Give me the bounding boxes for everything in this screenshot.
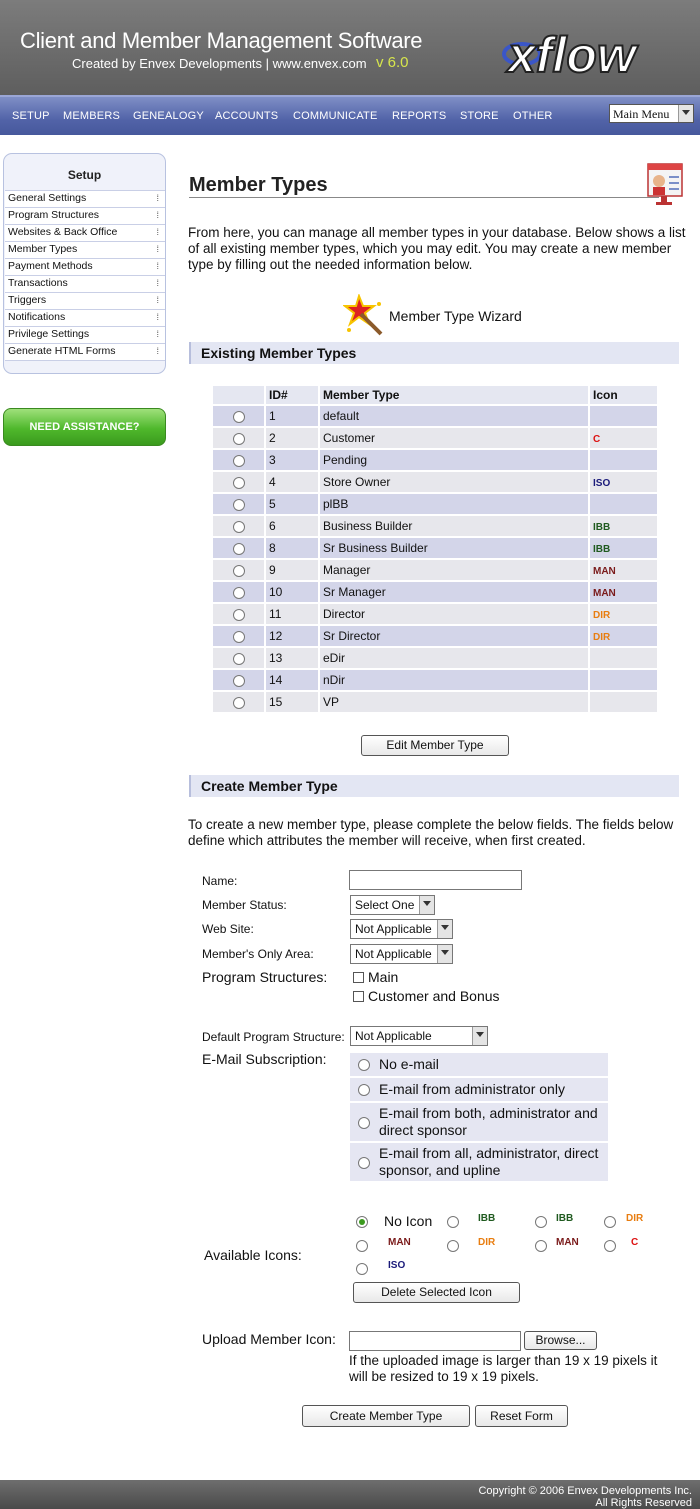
- no-icon-label: No Icon: [384, 1213, 433, 1229]
- default-structure-label: Default Program Structure:: [202, 1030, 345, 1044]
- row-select-radio[interactable]: [233, 433, 245, 445]
- row-icon-cell: [590, 450, 657, 470]
- row-select-cell: [213, 604, 266, 624]
- row-select-radio[interactable]: [233, 565, 245, 577]
- icon-option-radio[interactable]: [535, 1216, 547, 1228]
- email-option-radio[interactable]: [358, 1084, 370, 1096]
- row-icon-cell: [590, 692, 657, 712]
- table-row[interactable]: [213, 516, 657, 536]
- xflow-logo: [500, 20, 686, 84]
- copyright-text: Copyright © 2006 Envex Developments Inc.: [478, 1485, 692, 1497]
- icon-option-radio[interactable]: [604, 1216, 616, 1228]
- row-member-type: VP: [320, 692, 590, 712]
- chevron-right-icon: ⁞: [156, 227, 159, 237]
- row-select-radio[interactable]: [233, 477, 245, 489]
- program-structure-main-label: Main: [368, 969, 399, 985]
- member-badge-icon: IBB: [556, 1213, 574, 1224]
- row-icon-cell: [590, 560, 657, 580]
- row-select-radio[interactable]: [233, 631, 245, 643]
- table-row[interactable]: [213, 494, 657, 514]
- sidebar-item-label: Payment Methods: [8, 260, 93, 272]
- row-id: 13: [266, 648, 320, 668]
- row-select-cell: [213, 692, 266, 712]
- nav-communicate[interactable]: COMMUNICATE: [293, 110, 378, 122]
- col-select-header: [213, 386, 266, 404]
- row-icon-cell: [590, 582, 657, 602]
- sidebar-item-member-types[interactable]: [5, 241, 165, 258]
- table-row[interactable]: [213, 450, 657, 470]
- default-structure-value: Not Applicable: [355, 1029, 432, 1043]
- main-menu-value: Main Menu: [613, 107, 670, 121]
- row-member-type: Manager: [320, 560, 590, 580]
- chevron-down-icon: [472, 1027, 487, 1045]
- email-option-label: E-mail from both, administrator and direct sponsor: [379, 1105, 598, 1138]
- row-member-type: Pending: [320, 450, 590, 470]
- page-title: Member Types: [189, 174, 328, 196]
- row-select-radio[interactable]: [233, 587, 245, 599]
- row-icon-cell: [590, 494, 657, 514]
- email-option-admin-sponsor[interactable]: [350, 1103, 608, 1141]
- member-badge-icon: DIR: [593, 610, 611, 621]
- row-member-type: Director: [320, 604, 590, 624]
- browse-button[interactable]: Browse...: [524, 1331, 597, 1350]
- row-icon-cell: [590, 472, 657, 492]
- magic-wand-icon[interactable]: [343, 294, 387, 338]
- sidebar-item-label: Websites & Back Office: [8, 226, 118, 238]
- nav-members[interactable]: MEMBERS: [63, 110, 121, 122]
- table-row[interactable]: [213, 538, 657, 558]
- row-icon-cell: [590, 626, 657, 646]
- email-option-label: E-mail from administrator only: [379, 1081, 565, 1097]
- row-id: 3: [266, 450, 320, 470]
- row-select-radio[interactable]: [233, 521, 245, 533]
- table-row[interactable]: [213, 670, 657, 690]
- col-icon-header: Icon: [590, 386, 657, 404]
- row-member-type: Store Owner: [320, 472, 590, 492]
- program-structure-customer-checkbox[interactable]: [353, 991, 364, 1002]
- row-select-cell: [213, 450, 266, 470]
- chevron-right-icon: ⁞: [156, 295, 159, 305]
- existing-member-types-heading: Existing Member Types: [189, 342, 679, 364]
- sidebar-item-label: Member Types: [8, 243, 78, 255]
- chevron-right-icon: ⁞: [156, 193, 159, 203]
- main-menu-select[interactable]: [609, 104, 694, 123]
- website-select[interactable]: [350, 919, 453, 939]
- app-subtitle: Created by Envex Developments | www.envex.com: [72, 56, 367, 71]
- row-member-type: Sr Manager: [320, 582, 590, 602]
- chevron-down-icon: [437, 945, 452, 963]
- row-select-cell: [213, 626, 266, 646]
- table-row[interactable]: [213, 692, 657, 712]
- sidebar-item-label: Generate HTML Forms: [8, 345, 116, 357]
- table-row[interactable]: [213, 648, 657, 668]
- member-types-table: [213, 384, 657, 714]
- row-select-radio[interactable]: [233, 697, 245, 709]
- icon-option-radio[interactable]: [535, 1240, 547, 1252]
- member-badge-icon: MAN: [593, 566, 616, 577]
- row-id: 2: [266, 428, 320, 448]
- row-id: 5: [266, 494, 320, 514]
- row-select-radio[interactable]: [233, 499, 245, 511]
- member-badge-icon: MAN: [388, 1237, 411, 1248]
- table-row[interactable]: [213, 428, 657, 448]
- row-member-type: Sr Business Builder: [320, 538, 590, 558]
- intro-text: From here, you can manage all member types in your database. Below shows a list of all existing member types, which you may edit. You may create a new member type by filling out the needed information below.: [188, 225, 686, 272]
- chevron-right-icon: ⁞: [156, 278, 159, 288]
- row-member-type: Sr Director: [320, 626, 590, 646]
- member-badge-icon: DIR: [593, 632, 611, 643]
- icon-option-radio[interactable]: [447, 1240, 459, 1252]
- email-subscription-label: E-Mail Subscription:: [202, 1051, 327, 1067]
- member-badge-icon: MAN: [556, 1237, 579, 1248]
- row-id: 8: [266, 538, 320, 558]
- program-structures-label: Program Structures:: [202, 969, 328, 985]
- chevron-down-icon: [678, 105, 693, 122]
- top-nav: [0, 95, 700, 135]
- row-member-type: default: [320, 406, 590, 426]
- row-id: 1: [266, 406, 320, 426]
- icon-option-radio[interactable]: [356, 1240, 368, 1252]
- row-select-radio[interactable]: [233, 455, 245, 467]
- row-id: 6: [266, 516, 320, 536]
- need-assistance-button[interactable]: NEED ASSISTANCE?: [3, 408, 166, 446]
- sidebar-item-payment-methods[interactable]: [5, 258, 165, 275]
- row-id: 15: [266, 692, 320, 712]
- row-select-cell: [213, 648, 266, 668]
- row-member-type: Customer: [320, 428, 590, 448]
- members-area-label: Member's Only Area:: [202, 947, 314, 961]
- members-area-select[interactable]: [350, 944, 453, 964]
- sidebar-item-generate-html-forms[interactable]: [5, 343, 165, 361]
- sidebar-item-label: Notifications: [8, 311, 66, 323]
- row-id: 14: [266, 670, 320, 690]
- page-footer: [0, 1480, 700, 1509]
- nav-genealogy[interactable]: GENEALOGY: [133, 110, 204, 122]
- nav-other[interactable]: OTHER: [513, 110, 553, 122]
- upload-file-field[interactable]: [349, 1331, 521, 1351]
- website-label: Web Site:: [202, 922, 254, 936]
- row-select-cell: [213, 582, 266, 602]
- email-option-radio[interactable]: [358, 1059, 370, 1071]
- member-badge-icon: IBB: [593, 522, 611, 533]
- table-row[interactable]: [213, 560, 657, 580]
- row-id: 12: [266, 626, 320, 646]
- row-icon-cell: [590, 428, 657, 448]
- email-option-all[interactable]: [350, 1143, 608, 1181]
- row-select-cell: [213, 670, 266, 690]
- row-select-cell: [213, 428, 266, 448]
- chevron-right-icon: ⁞: [156, 312, 159, 322]
- email-option-label: No e-mail: [379, 1056, 439, 1072]
- member-badge-icon: DIR: [626, 1213, 644, 1224]
- sidebar-item-label: Privilege Settings: [8, 328, 90, 340]
- default-structure-select[interactable]: [350, 1026, 488, 1046]
- website-value: Not Applicable: [355, 922, 432, 936]
- row-select-cell: [213, 472, 266, 492]
- member-badge-icon: ISO: [388, 1260, 406, 1271]
- member-badge-icon: ISO: [593, 478, 611, 489]
- sidebar-item-privilege-settings[interactable]: [5, 326, 165, 343]
- row-id: 4: [266, 472, 320, 492]
- create-intro-text: To create a new member type, please complete the below fields. The fields below define which attributes the member will receive, when first created.: [188, 817, 674, 848]
- icon-option-radio[interactable]: [356, 1216, 368, 1228]
- app-title: Client and Member Management Software: [20, 28, 423, 53]
- sidebar-item-transactions[interactable]: [5, 275, 165, 292]
- app-version: v 6.0: [376, 54, 409, 71]
- email-option-admin[interactable]: [350, 1078, 608, 1101]
- table-row[interactable]: [213, 582, 657, 602]
- email-option-radio[interactable]: [358, 1117, 370, 1129]
- sidebar-item-websites[interactable]: [5, 224, 165, 241]
- app-header: [0, 0, 700, 95]
- icon-option-radio[interactable]: [604, 1240, 616, 1252]
- row-select-radio[interactable]: [233, 609, 245, 621]
- member-status-select[interactable]: [350, 895, 435, 915]
- row-select-radio[interactable]: [233, 543, 245, 555]
- row-icon-cell: [590, 406, 657, 426]
- email-option-none[interactable]: [350, 1053, 608, 1076]
- row-member-type: eDir: [320, 648, 590, 668]
- rights-text: All Rights Reserved: [595, 1497, 692, 1509]
- program-structure-customer-label: Customer and Bonus: [368, 988, 500, 1004]
- member-status-value: Select One: [355, 898, 415, 912]
- email-option-label: E-mail from all, administrator, direct sponsor, and upline: [379, 1145, 599, 1178]
- row-icon-cell: [590, 516, 657, 536]
- sidebar-title: Setup: [67, 168, 102, 182]
- chevron-right-icon: ⁞: [156, 244, 159, 254]
- name-label: Name:: [202, 874, 238, 888]
- row-icon-cell: [590, 538, 657, 558]
- chevron-right-icon: ⁞: [156, 261, 159, 271]
- sidebar-item-label: General Settings: [8, 192, 87, 204]
- chevron-right-icon: ⁞: [156, 346, 159, 356]
- table-row[interactable]: [213, 626, 657, 646]
- col-id-header: ID#: [266, 386, 320, 404]
- create-member-type-heading: Create Member Type: [189, 775, 679, 797]
- sidebar-item-general-settings[interactable]: [5, 190, 165, 207]
- member-type-wizard-link[interactable]: Member Type Wizard: [389, 308, 522, 324]
- row-icon-cell: [590, 648, 657, 668]
- row-member-type: nDir: [320, 670, 590, 690]
- sidebar-item-label: Transactions: [8, 277, 68, 289]
- nav-setup[interactable]: SETUP: [12, 110, 50, 122]
- sidebar-item-label: Program Structures: [8, 209, 100, 221]
- col-member-type-header: Member Type: [320, 386, 590, 404]
- chevron-right-icon: ⁞: [156, 210, 159, 220]
- upload-icon-label: Upload Member Icon:: [202, 1331, 336, 1347]
- row-select-radio[interactable]: [233, 675, 245, 687]
- nav-accounts[interactable]: ACCOUNTS: [215, 110, 279, 122]
- member-status-label: Member Status:: [202, 898, 287, 912]
- member-badge-icon: C: [631, 1237, 639, 1248]
- row-select-cell: [213, 538, 266, 558]
- sidebar-item-notifications[interactable]: [5, 309, 165, 326]
- member-badge-icon: MAN: [593, 588, 616, 599]
- icon-option-radio[interactable]: [356, 1263, 368, 1275]
- table-row[interactable]: [213, 472, 657, 492]
- members-area-value: Not Applicable: [355, 947, 432, 961]
- chevron-down-icon: [437, 920, 452, 938]
- row-id: 11: [266, 604, 320, 624]
- upload-note: If the uploaded image is larger than 19 x 19 pixels it will be resized to 19 x 19 pixels.: [349, 1353, 658, 1384]
- row-member-type: plBB: [320, 494, 590, 514]
- create-member-type-button[interactable]: Create Member Type: [302, 1405, 470, 1427]
- sidebar-item-label: Triggers: [8, 294, 47, 306]
- row-id: 10: [266, 582, 320, 602]
- row-id: 9: [266, 560, 320, 580]
- sidebar: [3, 153, 166, 374]
- row-member-type: Business Builder: [320, 516, 590, 536]
- member-card-icon: [647, 163, 685, 207]
- row-select-cell: [213, 494, 266, 514]
- member-badge-icon: IBB: [478, 1213, 496, 1224]
- email-option-radio[interactable]: [358, 1157, 370, 1169]
- sidebar-item-triggers[interactable]: [5, 292, 165, 309]
- table-row[interactable]: [213, 604, 657, 624]
- edit-member-type-button[interactable]: Edit Member Type: [361, 735, 509, 756]
- row-select-radio[interactable]: [233, 653, 245, 665]
- nav-store[interactable]: STORE: [460, 110, 499, 122]
- row-select-cell: [213, 560, 266, 580]
- program-structure-main-checkbox[interactable]: [353, 972, 364, 983]
- row-icon-cell: [590, 670, 657, 690]
- row-select-radio[interactable]: [233, 411, 245, 423]
- logo-text: xflow: [508, 27, 636, 83]
- row-icon-cell: [590, 604, 657, 624]
- member-badge-icon: C: [593, 434, 601, 445]
- chevron-down-icon: [419, 896, 434, 914]
- name-field[interactable]: [349, 870, 522, 890]
- chevron-right-icon: ⁞: [156, 329, 159, 339]
- member-badge-icon: DIR: [478, 1237, 496, 1248]
- sidebar-item-program-structures[interactable]: [5, 207, 165, 224]
- available-icons-label: Available Icons:: [204, 1247, 302, 1263]
- row-select-cell: [213, 516, 266, 536]
- icon-option-radio[interactable]: [447, 1216, 459, 1228]
- member-badge-icon: IBB: [593, 544, 611, 555]
- delete-selected-icon-button[interactable]: Delete Selected Icon: [353, 1282, 520, 1303]
- table-row[interactable]: [213, 406, 657, 426]
- nav-reports[interactable]: REPORTS: [392, 110, 447, 122]
- title-divider: [189, 197, 659, 198]
- reset-form-button[interactable]: Reset Form: [475, 1405, 568, 1427]
- row-select-cell: [213, 406, 266, 426]
